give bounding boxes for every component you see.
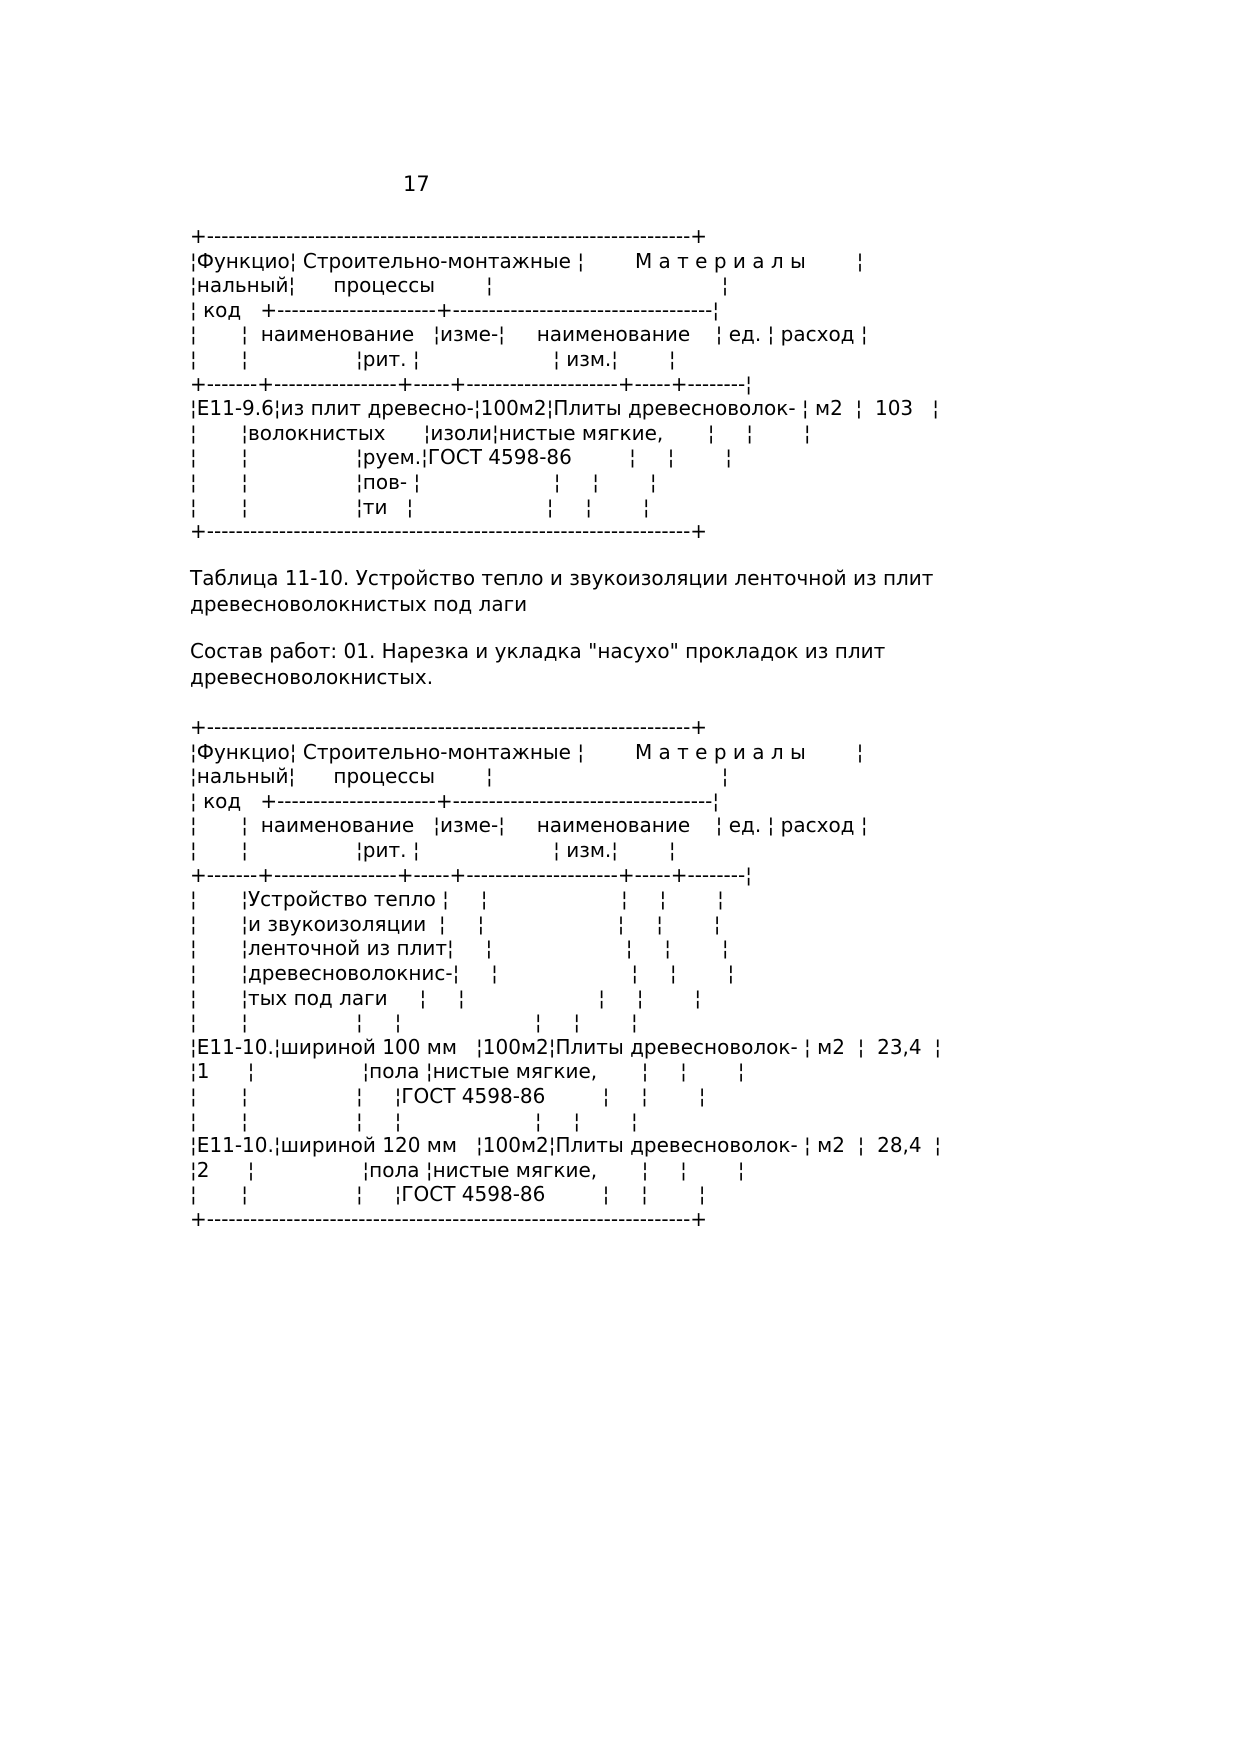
table-line: ¦ ¦ ¦ ¦ГОСТ 4598-86 ¦ ¦ ¦: [190, 1182, 706, 1207]
table-line: +-------------------------------------------------------------------+: [190, 1206, 708, 1231]
table-line: ¦ ¦ ¦ ¦ГОСТ 4598-86 ¦ ¦ ¦: [190, 1083, 706, 1108]
table-line: +-------------------------------------------------------------------+: [190, 519, 708, 544]
table-line: ¦Функцио¦ Строительно-монтажные ¦ М а т е р и а л ы ¦: [190, 739, 864, 764]
table-line: ¦ ¦ наименование ¦изме-¦ наименование ¦ ед. ¦ расход ¦: [190, 322, 868, 347]
table-line: ¦ ¦ ¦ти ¦ ¦ ¦ ¦: [190, 494, 650, 519]
table-line: ¦нальный¦ процессы ¦ ¦: [190, 273, 729, 298]
table-line: ¦ код +----------------------+------------------------------------¦: [190, 788, 720, 813]
table-line: ¦Е11-10.¦шириной 100 мм ¦100м2¦Плиты древесноволок- ¦ м2 ¦ 23,4 ¦: [190, 1034, 942, 1059]
table-line: ¦ ¦ ¦пов- ¦ ¦ ¦ ¦: [190, 469, 657, 494]
table-line: ¦2 ¦ ¦пола ¦нистые мягкие, ¦ ¦ ¦: [190, 1157, 745, 1182]
materials-table-e11-10: [190, 715, 941, 1231]
table-line: +-------------------------------------------------------------------+: [190, 224, 708, 248]
table-line: ¦ ¦волокнистых ¦изоли¦нистые мягкие, ¦ ¦ ¦: [190, 420, 811, 445]
table-line: +-------------------------------------------------------------------+: [190, 715, 708, 739]
materials-table-e11-9: [190, 224, 939, 544]
table-caption: Таблица 11-10. Устройство тепло и звукоизоляции ленточной из плит древесноволокнистых под лаги: [190, 566, 934, 616]
table-line: ¦ ¦ ¦ ¦ ¦ ¦ ¦: [190, 1010, 638, 1035]
table-line: +-------+-----------------+-----+---------------------+-----+--------¦: [190, 371, 752, 396]
table-line: ¦ ¦тых под лаги ¦ ¦ ¦ ¦ ¦: [190, 985, 702, 1010]
table-line: ¦Е11-9.6¦из плит древесно-¦100м2¦Плиты древесноволок- ¦ м2 ¦ 103 ¦: [190, 396, 939, 421]
table-line: +-------+-----------------+-----+---------------------+-----+--------¦: [190, 862, 752, 887]
table-line: ¦ ¦древесноволокнис-¦ ¦ ¦ ¦ ¦: [190, 960, 735, 985]
table-line: ¦Е11-10.¦шириной 120 мм ¦100м2¦Плиты древесноволок- ¦ м2 ¦ 28,4 ¦: [190, 1133, 942, 1158]
table-line: ¦ ¦ ¦рит. ¦ ¦ изм.¦ ¦: [190, 837, 676, 862]
table-line: ¦ ¦ленточной из плит¦ ¦ ¦ ¦ ¦: [190, 936, 729, 961]
table-line: ¦нальный¦ процессы ¦ ¦: [190, 764, 729, 789]
work-composition: Состав работ: 01. Нарезка и укладка "насухо" прокладок из плит древесноволокнистых.: [190, 639, 886, 689]
table-line: ¦ ¦ наименование ¦изме-¦ наименование ¦ ед. ¦ расход ¦: [190, 813, 868, 838]
table-line: ¦ ¦Устройство тепло ¦ ¦ ¦ ¦ ¦: [190, 887, 724, 912]
table-line: ¦Функцио¦ Строительно-монтажные ¦ М а т е р и а л ы ¦: [190, 248, 864, 273]
table-line: ¦ ¦и звукоизоляции ¦ ¦ ¦ ¦ ¦: [190, 911, 721, 936]
table-line: ¦ код +----------------------+------------------------------------¦: [190, 297, 720, 322]
table-line: ¦1 ¦ ¦пола ¦нистые мягкие, ¦ ¦ ¦: [190, 1059, 745, 1084]
page-number: 17: [403, 172, 430, 196]
table-line: ¦ ¦ ¦ ¦ ¦ ¦ ¦: [190, 1108, 638, 1133]
table-line: ¦ ¦ ¦рит. ¦ ¦ изм.¦ ¦: [190, 346, 676, 371]
table-line: ¦ ¦ ¦руем.¦ГОСТ 4598-86 ¦ ¦ ¦: [190, 445, 732, 470]
